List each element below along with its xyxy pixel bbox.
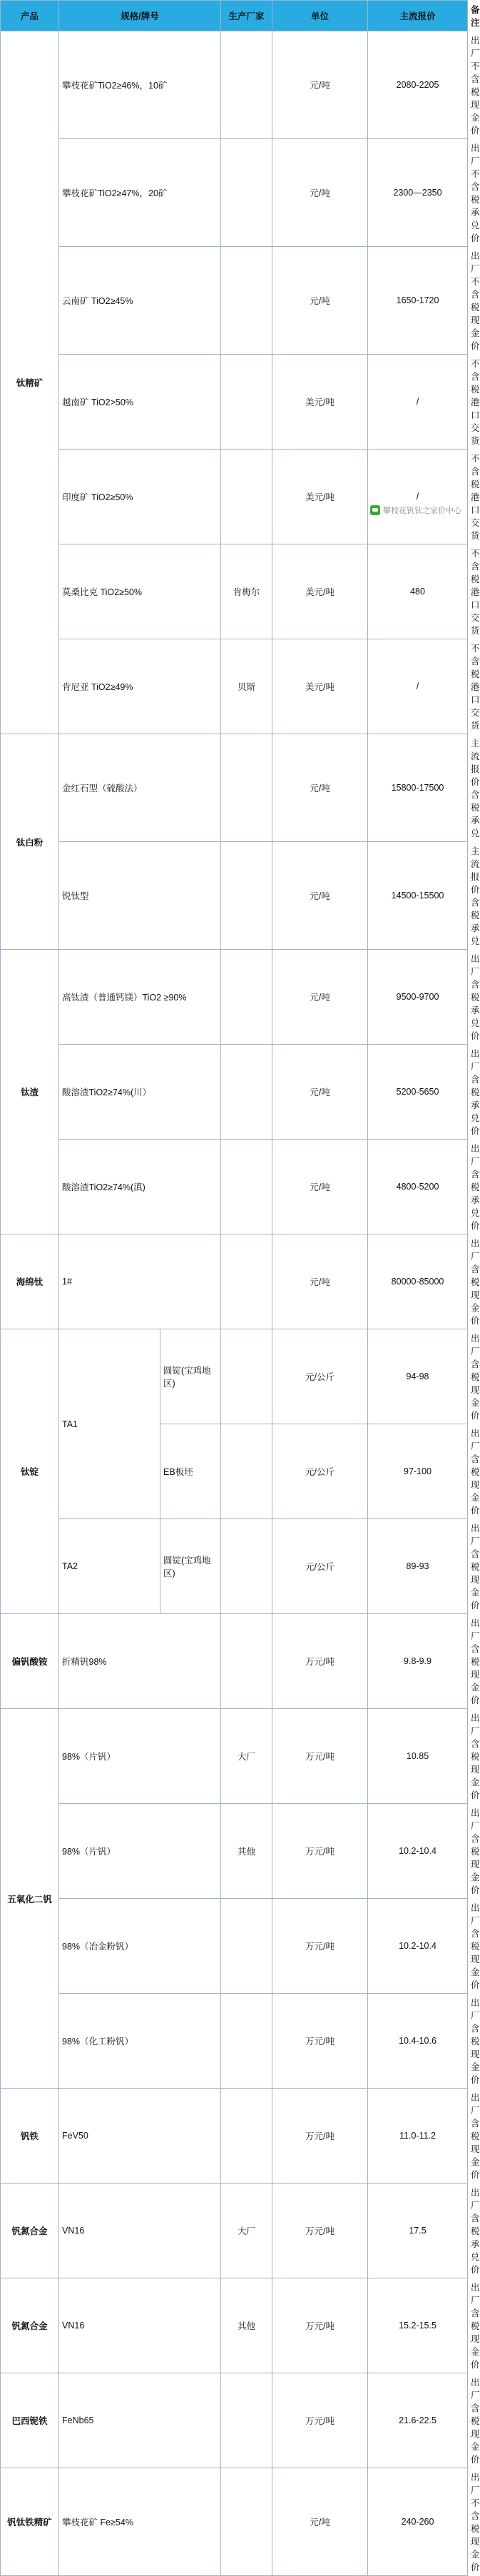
table-row: 偏钒酸铵 折精钒98% 万元/吨 9.8-9.9 出厂 含税现金价 bbox=[1, 1614, 468, 1709]
cell-unit: 万元/吨 bbox=[272, 1899, 368, 1994]
cell-spec: 肯尼亚 TiO2≥49% bbox=[59, 639, 221, 734]
cell-unit: 元/吨 bbox=[272, 247, 368, 355]
table-row: 钒氮合金 VN16 其他 万元/吨 15.2-15.5 出厂 含税现金价 bbox=[1, 2278, 468, 2373]
cell-price: / bbox=[368, 450, 468, 544]
cell-product: 海绵钛 bbox=[1, 1234, 59, 1329]
cell-spec: 酸溶渣TiO2≥74%(川） bbox=[59, 1045, 221, 1140]
table-row: 98%（化工粉钒） 万元/吨 10.4-10.6 出厂 含税现金价 bbox=[1, 1994, 468, 2089]
cell-price: 4800-5200 bbox=[368, 1140, 468, 1234]
table-row: 钛精矿 攀枝花矿TiO2≥46%，10矿 元/吨 2080-2205 出厂 不含税现金价 bbox=[1, 31, 468, 139]
cell-factory bbox=[221, 1234, 272, 1329]
table-row: 巴西铌铁 FeNb65 万元/吨 21.6-22.5 出厂 含税现金价 bbox=[1, 2373, 468, 2468]
cell-unit: 美元/吨 bbox=[272, 450, 368, 544]
cell-unit: 美元/吨 bbox=[272, 355, 368, 450]
cell-spec: 金红石型（硫酸法） bbox=[59, 734, 221, 842]
cell-price: 89-93 bbox=[368, 1519, 468, 1614]
cell-product: 钛锭 bbox=[1, 1329, 59, 1614]
cell-factory bbox=[221, 355, 272, 450]
cell-spec: 98%（片钒） bbox=[59, 1709, 221, 1804]
cell-spec: 折精钒98% bbox=[59, 1614, 221, 1709]
table-row: TA2 圆锭(宝鸡地区) 元/公斤 89-93 出厂 含税现金价 bbox=[1, 1519, 468, 1614]
cell-factory bbox=[221, 1614, 272, 1709]
cell-factory bbox=[221, 1519, 272, 1614]
cell-price: / bbox=[368, 639, 468, 734]
cell-price: 5200-5650 bbox=[368, 1045, 468, 1140]
cell-spec: 锐钛型 bbox=[59, 842, 221, 950]
cell-unit: 美元/吨 bbox=[272, 544, 368, 639]
table-row: 攀枝花矿TiO2≥47%，20矿 元/吨 2300—2350 出厂 不含税承兑价 bbox=[1, 139, 468, 247]
cell-factory bbox=[221, 247, 272, 355]
cell-unit: 万元/吨 bbox=[272, 1994, 368, 2089]
cell-factory bbox=[221, 1045, 272, 1140]
cell-spec: VN16 bbox=[59, 2184, 221, 2278]
cell-price: 10.85 bbox=[368, 1709, 468, 1804]
cell-spec-detail: 圆锭(宝鸡地区) bbox=[160, 1519, 221, 1614]
cell-price: 9500-9700 bbox=[368, 950, 468, 1045]
cell-product: 钛渣 bbox=[1, 950, 59, 1234]
cell-spec: 98%（片钒） bbox=[59, 1804, 221, 1899]
cell-factory bbox=[221, 1994, 272, 2089]
cell-price: / bbox=[368, 355, 468, 450]
table-row: 海绵钛 1# 元/吨 80000-85000 出厂 含税现金价 bbox=[1, 1234, 468, 1329]
cell-factory bbox=[221, 450, 272, 544]
cell-factory: 大厂 bbox=[221, 1709, 272, 1804]
table-row: 锐钛型 元/吨 14500-15500 主流报价含税承兑 bbox=[1, 842, 468, 950]
cell-spec: TA1 bbox=[59, 1329, 160, 1519]
cell-unit: 元/吨 bbox=[272, 1234, 368, 1329]
cell-spec: FeV50 bbox=[59, 2089, 221, 2184]
cell-unit: 万元/吨 bbox=[272, 2184, 368, 2278]
cell-product: 钒钛铁精矿 bbox=[1, 2468, 59, 2576]
table-row: 98%（片钒） 其他 万元/吨 10.2-10.4 出厂 含税现金价 bbox=[1, 1804, 468, 1899]
cell-price: 10.2-10.4 bbox=[368, 1899, 468, 1994]
table-row: 莫桑比克 TiO2≥50% 肯梅尔 美元/吨 480 不含税港口交货 bbox=[1, 544, 468, 639]
table-row: 98%（冶金粉钒） 万元/吨 10.2-10.4 出厂 含税现金价 bbox=[1, 1899, 468, 1994]
cell-spec: 攀枝花矿TiO2≥46%，10矿 bbox=[59, 31, 221, 139]
cell-price: 94-98 bbox=[368, 1329, 468, 1424]
cell-price: 240-260 bbox=[368, 2468, 468, 2576]
cell-unit: 万元/吨 bbox=[272, 1804, 368, 1899]
cell-product: 钒氮合金 bbox=[1, 2184, 59, 2278]
cell-price: 10.4-10.6 bbox=[368, 1994, 468, 2089]
cell-price: 2300—2350 bbox=[368, 139, 468, 247]
cell-product: 钛白粉 bbox=[1, 734, 59, 950]
cell-price: 97-100 bbox=[368, 1424, 468, 1519]
table-row: 钒铁 FeV50 万元/吨 11.0-11.2 出厂 含税现金价 bbox=[1, 2089, 468, 2184]
column-header-spec: 规格/牌号 bbox=[59, 1, 221, 31]
cell-unit: 元/吨 bbox=[272, 31, 368, 139]
cell-factory bbox=[221, 1329, 272, 1424]
cell-product: 钒铁 bbox=[1, 2089, 59, 2184]
cell-unit: 万元/吨 bbox=[272, 2373, 368, 2468]
cell-price: 21.6-22.5 bbox=[368, 2373, 468, 2468]
cell-spec: 酸溶渣TiO2≥74%(滇) bbox=[59, 1140, 221, 1234]
cell-product: 钛精矿 bbox=[1, 31, 59, 734]
cell-unit: 万元/吨 bbox=[272, 2278, 368, 2373]
cell-factory: 贝斯 bbox=[221, 639, 272, 734]
cell-spec: 1# bbox=[59, 1234, 221, 1329]
cell-factory bbox=[221, 1424, 272, 1519]
cell-factory bbox=[221, 2089, 272, 2184]
cell-spec-detail: 圆锭(宝鸡地区) bbox=[160, 1329, 221, 1424]
cell-factory: 肯梅尔 bbox=[221, 544, 272, 639]
table-row: 越南矿 TiO2>50% 美元/吨 / 不含税港口交货 bbox=[1, 355, 468, 450]
table-row: 肯尼亚 TiO2≥49% 贝斯 美元/吨 / 不含税港口交货 bbox=[1, 639, 468, 734]
cell-price: 2080-2205 bbox=[368, 31, 468, 139]
cell-factory bbox=[221, 31, 272, 139]
cell-spec: 攀枝花矿TiO2≥47%，20矿 bbox=[59, 139, 221, 247]
cell-spec: VN16 bbox=[59, 2278, 221, 2373]
cell-price: 9.8-9.9 bbox=[368, 1614, 468, 1709]
table-row: 钒氮合金 VN16 大厂 万元/吨 17.5 出厂 含税承兑价 bbox=[1, 2184, 468, 2278]
table-header bbox=[1, 1, 480, 31]
cell-product: 偏钒酸铵 bbox=[1, 1614, 59, 1709]
cell-factory bbox=[221, 2373, 272, 2468]
watermark bbox=[370, 504, 461, 516]
column-header-price: 主流报价 bbox=[368, 1, 468, 31]
cell-unit: 元/公斤 bbox=[272, 1424, 368, 1519]
cell-unit: 元/吨 bbox=[272, 1045, 368, 1140]
cell-spec: 云南矿 TiO2≥45% bbox=[59, 247, 221, 355]
table-row: 酸溶渣TiO2≥74%(川） 元/吨 5200-5650 出厂 含税承兑价 bbox=[1, 1045, 468, 1140]
table-row: 钛渣 高钛渣（普通钙镁）TiO2 ≥90% 元/吨 9500-9700 出厂 含税承兑价 bbox=[1, 950, 468, 1045]
cell-price: 80000-85000 bbox=[368, 1234, 468, 1329]
cell-price: 480 bbox=[368, 544, 468, 639]
cell-spec: 攀枝花矿 Fe≥54% bbox=[59, 2468, 221, 2576]
table-header-row: 产品 规格/牌号 生产厂家 单位 主流报价 备注 bbox=[1, 1, 468, 31]
cell-unit: 元/公斤 bbox=[272, 1519, 368, 1614]
watermark-text: 攀枝花钒钛之家价中心 bbox=[383, 507, 461, 515]
table-row: 云南矿 TiO2≥45% 元/吨 1650-1720 出厂 不含税现金价 bbox=[1, 247, 468, 355]
cell-price: 1650-1720 bbox=[368, 247, 468, 355]
cell-spec: 莫桑比克 TiO2≥50% bbox=[59, 544, 221, 639]
cell-unit: 元/吨 bbox=[272, 950, 368, 1045]
cell-spec-detail: EB板坯 bbox=[160, 1424, 221, 1519]
cell-unit: 万元/吨 bbox=[272, 1709, 368, 1804]
table-row: EB板坯 元/公斤 97-100 出厂 含税现金价 bbox=[1, 1424, 468, 1519]
cell-unit: 元/吨 bbox=[272, 842, 368, 950]
cell-factory bbox=[221, 734, 272, 842]
cell-product: 巴西铌铁 bbox=[1, 2373, 59, 2468]
cell-spec: 越南矿 TiO2>50% bbox=[59, 355, 221, 450]
cell-factory bbox=[221, 950, 272, 1045]
table-body bbox=[1, 31, 480, 2576]
cell-unit: 元/吨 bbox=[272, 734, 368, 842]
cell-factory: 其他 bbox=[221, 2278, 272, 2373]
cell-price: 10.2-10.4 bbox=[368, 1804, 468, 1899]
cell-spec: 高钛渣（普通钙镁）TiO2 ≥90% bbox=[59, 950, 221, 1045]
wechat-icon bbox=[370, 505, 380, 515]
cell-factory bbox=[221, 842, 272, 950]
cell-unit: 元/吨 bbox=[272, 1140, 368, 1234]
table-row: 五氧化二钒 98%（片钒） 大厂 万元/吨 10.85 出厂 含税现金价 bbox=[1, 1709, 468, 1804]
cell-factory bbox=[221, 1899, 272, 1994]
column-header-product: 产品 bbox=[1, 1, 59, 31]
cell-spec: 98%（冶金粉钒） bbox=[59, 1899, 221, 1994]
cell-factory: 大厂 bbox=[221, 2184, 272, 2278]
cell-price: 17.5 bbox=[368, 2184, 468, 2278]
cell-spec: 98%（化工粉钒） bbox=[59, 1994, 221, 2089]
cell-price: 15.2-15.5 bbox=[368, 2278, 468, 2373]
cell-product: 钒氮合金 bbox=[1, 2278, 59, 2373]
cell-product: 五氧化二钒 bbox=[1, 1709, 59, 2089]
table-row: 印度矿 TiO2≥50% 美元/吨 / 不含税港口交货 bbox=[1, 450, 468, 544]
cell-factory bbox=[221, 2468, 272, 2576]
cell-price: 11.0-11.2 bbox=[368, 2089, 468, 2184]
cell-factory bbox=[221, 139, 272, 247]
column-header-factory: 生产厂家 bbox=[221, 1, 272, 31]
cell-factory bbox=[221, 1140, 272, 1234]
cell-price: 15800-17500 bbox=[368, 734, 468, 842]
cell-unit: 元/公斤 bbox=[272, 1329, 368, 1424]
cell-unit: 万元/吨 bbox=[272, 1614, 368, 1709]
cell-price: 14500-15500 bbox=[368, 842, 468, 950]
cell-spec: TA2 bbox=[59, 1519, 160, 1614]
table-row: 钒钛铁精矿 攀枝花矿 Fe≥54% 元/吨 240-260 出厂 不含税现金价 bbox=[1, 2468, 468, 2576]
cell-unit: 美元/吨 bbox=[272, 639, 368, 734]
cell-spec: FeNb65 bbox=[59, 2373, 221, 2468]
table-row: 钛锭 TA1 圆锭(宝鸡地区) 元/公斤 94-98 出厂 含税现金价 bbox=[1, 1329, 468, 1424]
table-row: 酸溶渣TiO2≥74%(滇) 元/吨 4800-5200 出厂 含税承兑价 bbox=[1, 1140, 468, 1234]
cell-unit: 元/吨 bbox=[272, 139, 368, 247]
cell-unit: 万元/吨 bbox=[272, 2089, 368, 2184]
column-header-unit: 单位 bbox=[272, 1, 368, 31]
cell-unit: 元/吨 bbox=[272, 2468, 368, 2576]
cell-factory: 其他 bbox=[221, 1804, 272, 1899]
table-row: 钛白粉 金红石型（硫酸法） 元/吨 15800-17500 主流报价含税承兑 bbox=[1, 734, 468, 842]
cell-spec: 印度矿 TiO2≥50% bbox=[59, 450, 221, 544]
